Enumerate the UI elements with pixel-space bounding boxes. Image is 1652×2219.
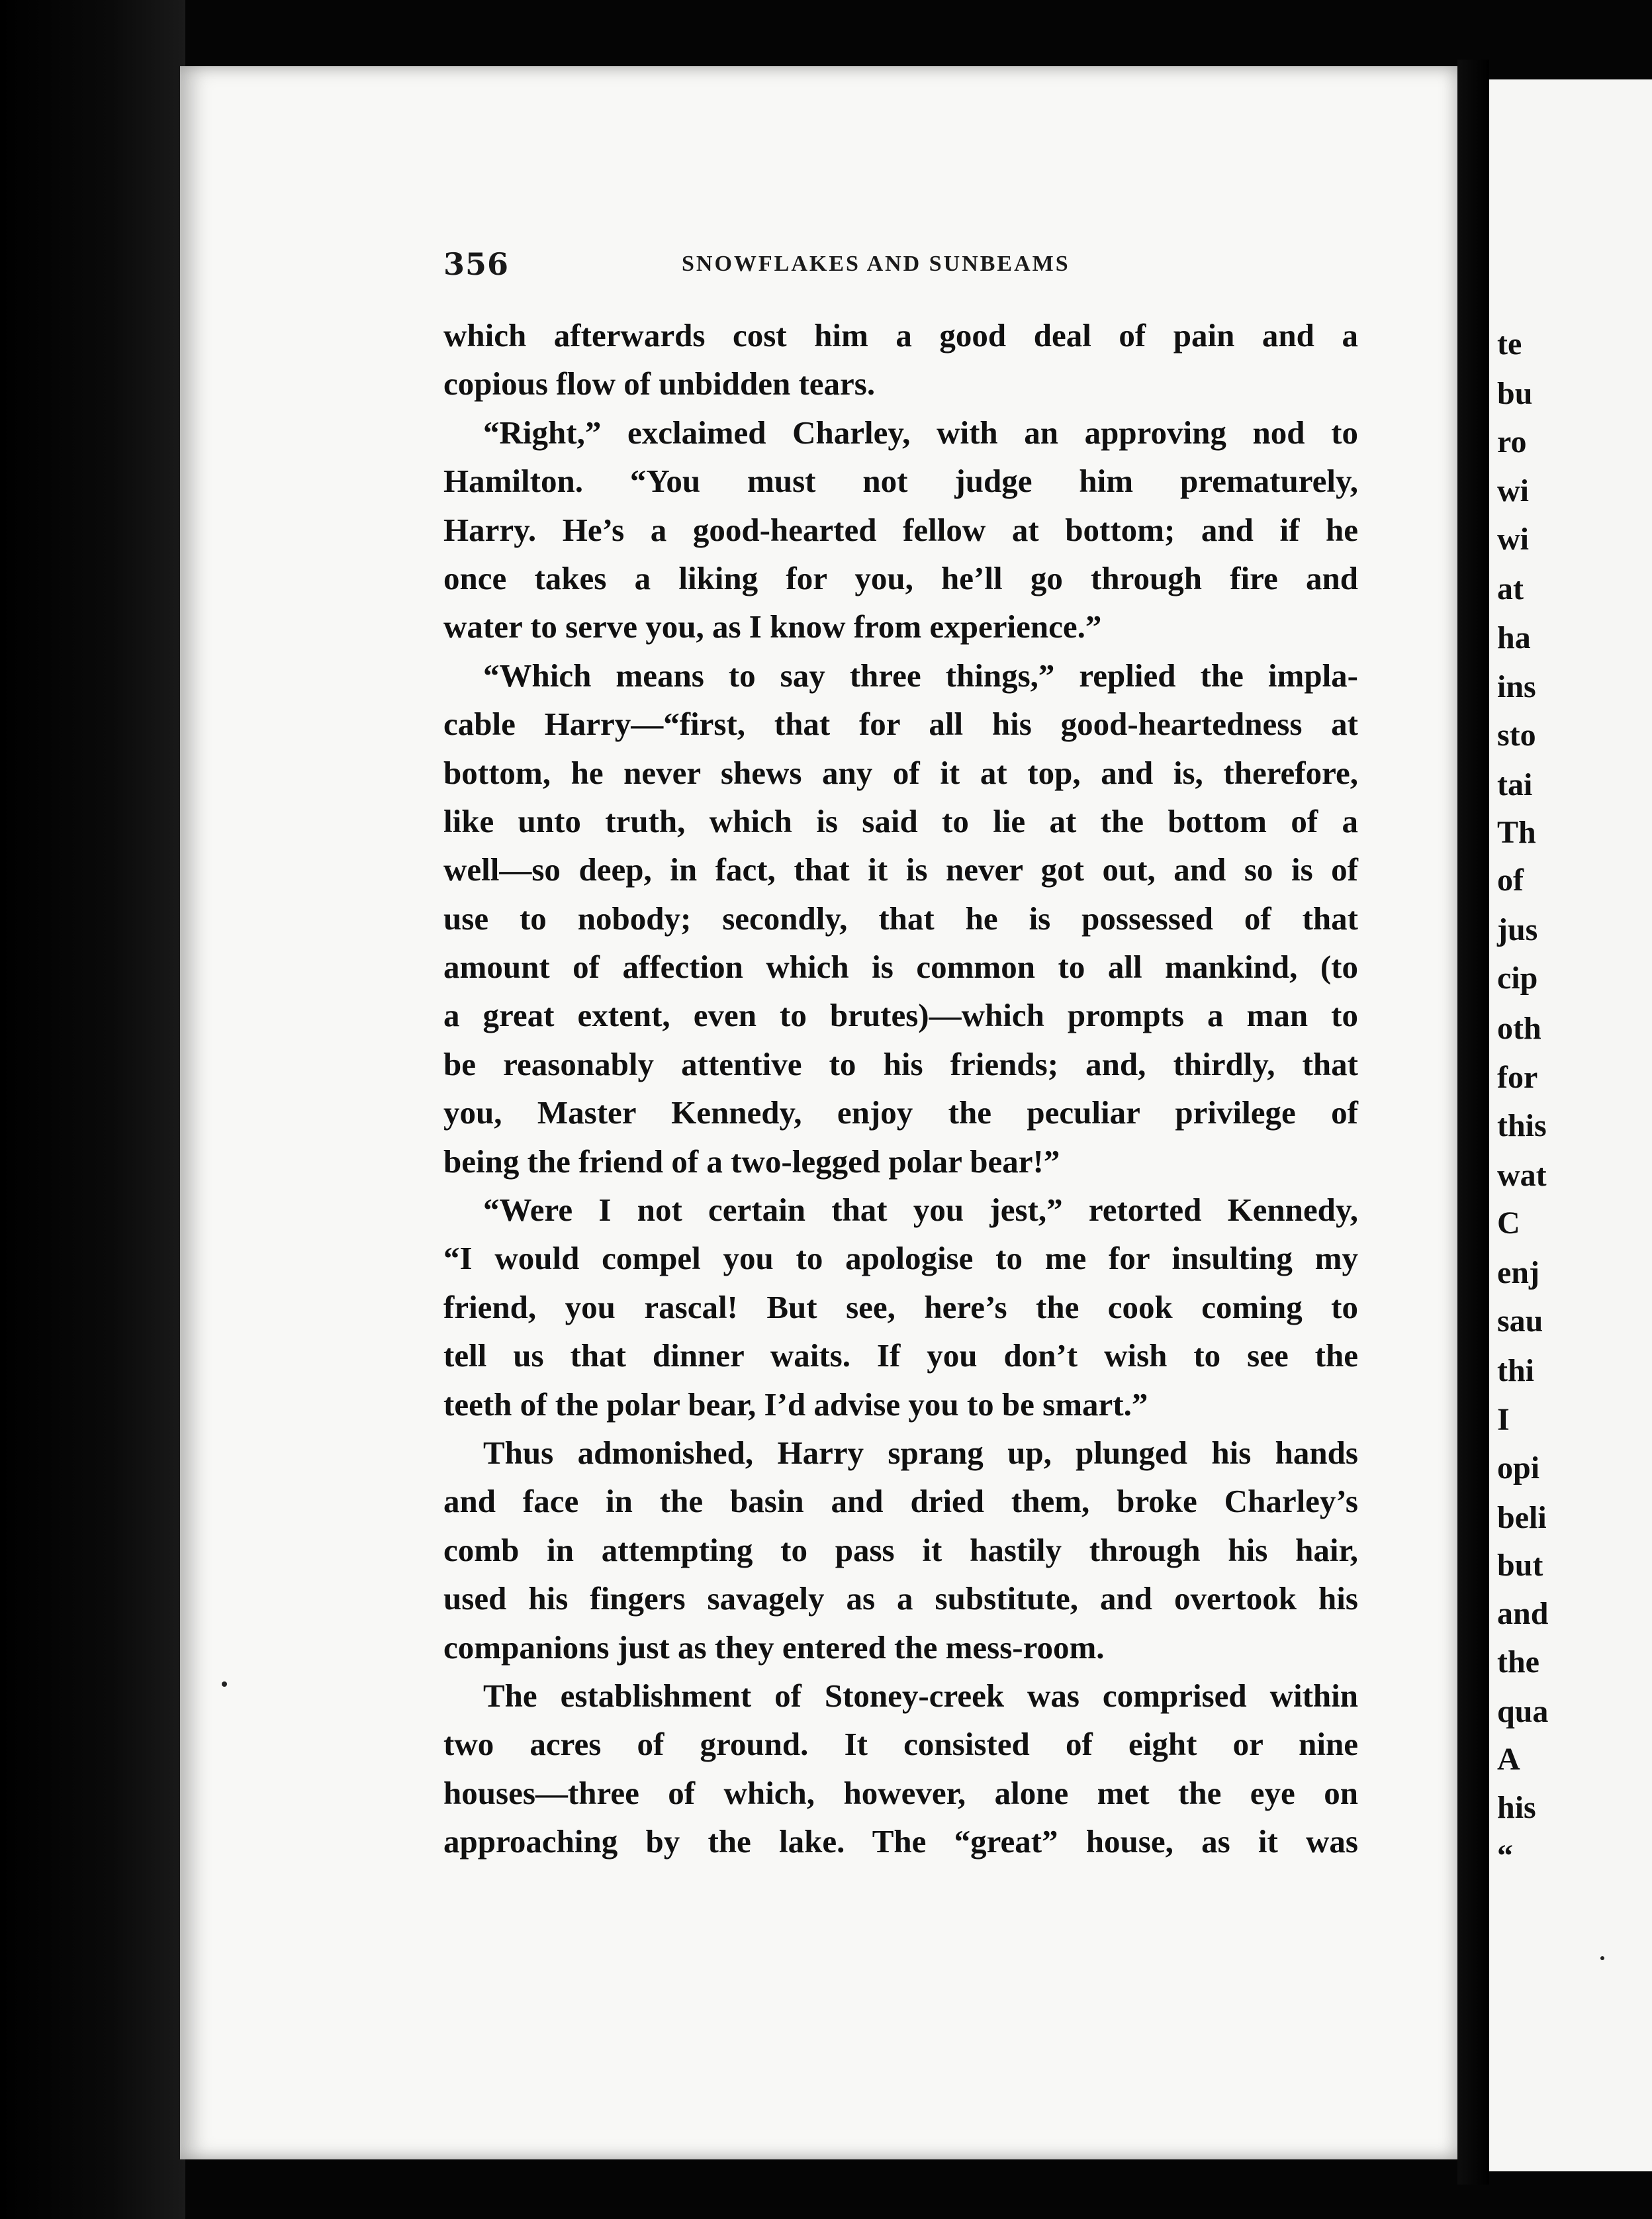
text-line: tell us that dinner waits. If you don’t wish to see the <box>443 1337 1358 1374</box>
scan-speck <box>222 1681 227 1687</box>
facing-page-fragment: this <box>1497 1108 1547 1143</box>
text-line: “I would compel you to apologise to me for insulting my <box>443 1240 1358 1277</box>
facing-page-fragment: wi <box>1497 522 1529 557</box>
text-line: amount of affection which is common to all mankind, (to <box>443 949 1358 986</box>
text-line: approaching by the lake. The “great” house, as it was <box>443 1823 1358 1860</box>
facing-page-fragment: sto <box>1497 718 1536 753</box>
text-line: The establishment of Stoney-creek was comprised within <box>483 1677 1358 1714</box>
page-number: 356 <box>443 246 510 282</box>
text-line: which afterwards cost him a good deal of pain and a <box>443 317 1358 354</box>
text-line: Harry. He’s a good-hearted fellow at bottom; and if he <box>443 511 1358 548</box>
facing-page-fragment: ha <box>1497 620 1531 655</box>
facing-page-fragment: enj <box>1497 1255 1539 1290</box>
facing-page-fragment: for <box>1497 1060 1538 1095</box>
scan-speck <box>1600 1956 1604 1960</box>
facing-page-fragment: ins <box>1497 669 1536 704</box>
facing-page-fragment: beli <box>1497 1500 1547 1535</box>
running-title: SNOWFLAKES AND SUNBEAMS <box>682 252 1070 276</box>
facing-page-fragment: at <box>1497 571 1524 606</box>
facing-page-fragment: of <box>1497 863 1524 898</box>
facing-page-fragment: wi <box>1497 473 1529 508</box>
facing-page-fragment: but <box>1497 1548 1543 1583</box>
facing-page-fragment: ro <box>1497 424 1527 459</box>
text-line: use to nobody; secondly, that he is possessed of that <box>443 900 1358 937</box>
facing-page-fragment: his <box>1497 1790 1536 1825</box>
facing-page-fragment: bu <box>1497 376 1533 411</box>
binding-shadow <box>0 0 185 2219</box>
facing-page-fragment: jus <box>1497 912 1538 947</box>
facing-page-fragment: I <box>1497 1402 1510 1437</box>
facing-page-fragment: the <box>1497 1644 1539 1679</box>
facing-page-fragment: A <box>1497 1742 1520 1777</box>
facing-page-fragment: thi <box>1497 1353 1535 1388</box>
text-line: comb in attempting to pass it hastily through his hair, <box>443 1531 1358 1568</box>
text-line: two acres of ground. It consisted of eight or nine <box>443 1726 1358 1763</box>
text-line: friend, you rascal! But see, here’s the cook coming to <box>443 1288 1358 1325</box>
facing-page-fragment: qua <box>1497 1694 1549 1729</box>
text-line: Thus admonished, Harry sprang up, plunged his hands <box>483 1434 1358 1471</box>
running-head <box>443 246 1344 283</box>
text-line: copious flow of unbidden tears. <box>443 365 876 402</box>
text-line: be reasonably attentive to his friends; and, thirdly, that <box>443 1045 1358 1082</box>
text-line: like unto truth, which is said to lie at the bottom of a <box>443 802 1358 839</box>
text-line: used his fingers savagely as a substitute, and overtook his <box>443 1580 1358 1617</box>
text-line: companions just as they entered the mess-room. <box>443 1629 1105 1666</box>
text-line: and face in the basin and dried them, broke Charley’s <box>443 1483 1358 1520</box>
facing-page-fragment: C <box>1497 1205 1520 1241</box>
text-line: teeth of the polar bear, I’d advise you to be smart.” <box>443 1386 1148 1423</box>
facing-page-fragment: sau <box>1497 1303 1543 1339</box>
text-line: a great extent, even to brutes)—which prompts a man to <box>443 997 1358 1034</box>
facing-page-fragment: wat <box>1497 1158 1547 1193</box>
body-text <box>443 311 1358 1866</box>
text-line: Hamilton. “You must not judge him prematurely, <box>443 463 1358 500</box>
text-line: you, Master Kennedy, enjoy the peculiar privilege of <box>443 1094 1358 1131</box>
text-line: water to serve you, as I know from experience.” <box>443 608 1102 645</box>
text-line: being the friend of a two-legged polar bear!” <box>443 1143 1060 1180</box>
facing-page-fragment: cip <box>1497 961 1538 996</box>
text-line: “Which means to say three things,” replied the impla- <box>483 657 1358 694</box>
text-line: “Right,” exclaimed Charley, with an approving nod to <box>483 414 1358 451</box>
facing-page-fragment: tai <box>1497 767 1533 802</box>
text-line: once takes a liking for you, he’ll go through fire and <box>443 559 1358 596</box>
facing-page-fragment: opi <box>1497 1450 1540 1486</box>
text-line: well—so deep, in fact, that it is never got out, and so is of <box>443 851 1358 888</box>
page-gutter <box>1457 60 1489 2185</box>
facing-page-fragment: “ <box>1497 1838 1513 1873</box>
text-line: “Were I not certain that you jest,” retorted Kennedy, <box>483 1192 1358 1229</box>
facing-page-fragment: te <box>1497 326 1522 361</box>
facing-page-fragment: and <box>1497 1596 1549 1631</box>
facing-page-fragment: oth <box>1497 1011 1541 1046</box>
text-line: houses—three of which, however, alone met the eye on <box>443 1774 1358 1811</box>
text-line: bottom, he never shews any of it at top, and is, therefore, <box>443 754 1358 791</box>
text-line: cable Harry—“first, that for all his good-heartedness at <box>443 706 1358 743</box>
facing-page-fragment: Th <box>1497 815 1536 850</box>
